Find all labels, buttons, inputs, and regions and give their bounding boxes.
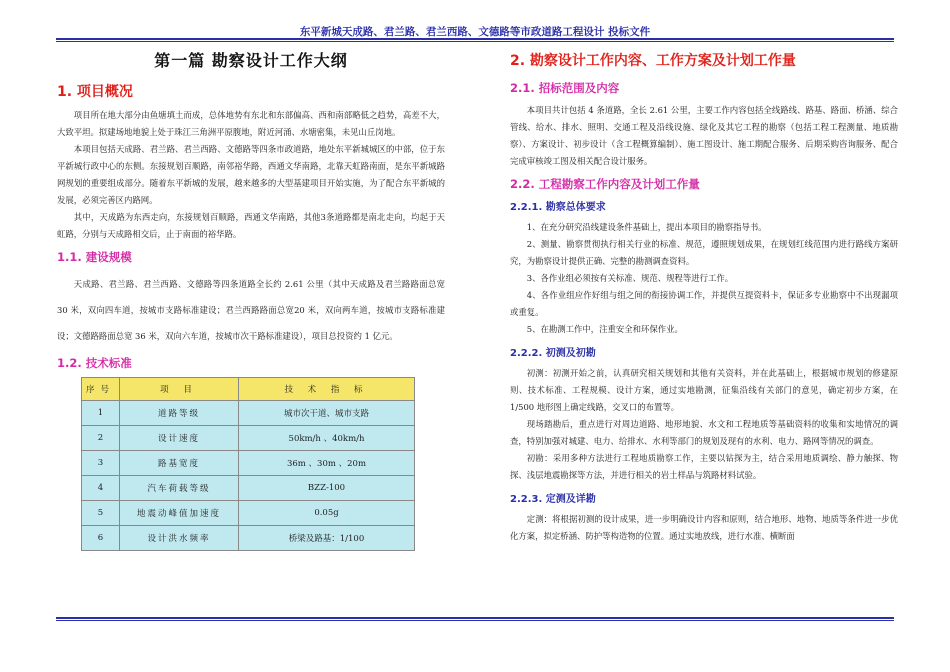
sec222-para-1: 初测：初测开始之前，认真研究相关规划和其他有关资料，并在此基础上，根据城市规划的修建原则、技术标准、工程规模、设计方案，通过实地勘测，征集沿线有关部门的意见，确定初步方案，在 1/500 地形图上确定线路，交叉口的布置等。 bbox=[510, 368, 898, 412]
sec221-para-4: 4、各作业组应作好组与组之间的衔接协调工作，并提供互提资料卡，保证多专业勘察中不出现漏项或重复。 bbox=[510, 290, 898, 317]
sec222-para-3: 初勘：采用多种方法进行工程地质勘察工作，主要以钻探为主，结合采用地质调绘、静力触探、物探、浅层地震勘探等方法，并进行相关的岩土样品与筑路材料试验。 bbox=[510, 453, 898, 480]
sec223-para: 定测：将根据初测的设计成果，进一步明确设计内容和原则，结合地形、地物、地质等条件进一步优化方案，拟定桥涵、防护等构造物的位置。通过实地放线，进行水准、横断面 bbox=[510, 514, 898, 541]
table-header-row bbox=[82, 378, 415, 401]
header-cell: 技 术 指 标 bbox=[239, 378, 415, 401]
footer-rule-thin bbox=[56, 620, 894, 621]
table-cell: 设计速度 bbox=[120, 426, 239, 451]
section-2-2-2-title: 2.2.2. 初测及初勘 bbox=[510, 348, 596, 359]
table-cell: 0.05g bbox=[239, 501, 415, 526]
table-cell: 路基宽度 bbox=[120, 451, 239, 476]
table-row bbox=[82, 451, 415, 476]
section-2-title: 2. 勘察设计工作内容、工作方案及计划工作量 bbox=[510, 53, 796, 69]
sec221-para-5: 5、在勘测工作中，注重安全和环保作业。 bbox=[526, 324, 683, 334]
table-cell: 城市次干道、城市支路 bbox=[239, 401, 415, 426]
sec1-para-1: 项目所在地大部分由鱼塘填土而成，总体地势有东北和东部偏高、西和南部略低之趋势，高差不大，大致平坦。拟建场地地貌上处于珠江三角洲平原腹地，附近河涌、水塘密集，未见山丘岗地。 bbox=[57, 110, 445, 137]
table-cell: 汽车荷载等级 bbox=[120, 476, 239, 501]
table-row bbox=[82, 426, 415, 451]
sec21-para: 本项目共计包括 4 条道路，全长 2.61 公里，主要工作内容包括全线路线、路基、路面、桥涵、综合管线、给水、排水、照明、交通工程及沿线设施、绿化及其它工程的勘察（包括工程工程测量、地质勘察）、方案设计、初步设计（含工程概算编制）、施工图设计、施工期配合服务、后期采购咨询服务、配合完成审核竣工图及相关配合设计服务。 bbox=[510, 105, 898, 166]
table-row bbox=[82, 476, 415, 501]
table-cell: 6 bbox=[82, 526, 120, 551]
table-row bbox=[82, 526, 415, 551]
section-2-2-title: 2.2. 工程勘察工作内容及计划工作量 bbox=[510, 177, 700, 191]
section-1-2-title: 1.2. 技术标准 bbox=[57, 356, 132, 370]
table-cell: 1 bbox=[82, 401, 120, 426]
sec221-para-2: 2、测量、勘察贯彻执行相关行业的标准、规范，遵照规划成果，在规划红线范围内进行路线方案研究，为勘察设计提供正确、完整的勘测调查资料。 bbox=[510, 239, 898, 266]
section-1-1-title: 1.1. 建设规模 bbox=[57, 250, 132, 264]
table-cell: 5 bbox=[82, 501, 120, 526]
header-cell: 序号 bbox=[82, 378, 120, 401]
sec222-para-2: 现场踏勘后，重点进行对周边道路、地形地貌、水文和工程地质等基础资料的收集和实地情况的调查，特别加强对城建、电力、给排水、水利等部门的规划及现有的水利、电力、路网等情况的调查。 bbox=[510, 419, 898, 446]
sec1-para-2: 本项目包括天成路、君兰路、君兰西路、文德路等四条市政道路，地处东平新城城区的中部，位于东平新城行政中心的东侧。东接规划百顺路，南邻裕华路，西通文华南路，北靠天虹路南面，是东平新城路网规划的重要组成部分。随着东平新城的发展，越来越多的大型基建项目开始实施，为了配合东平新城的发展，必须完善区内路网。 bbox=[57, 144, 445, 205]
table-cell: 3 bbox=[82, 451, 120, 476]
part-title: 第一篇 勘察设计工作大纲 bbox=[154, 51, 348, 70]
footer-rule bbox=[56, 617, 894, 619]
table-cell: 4 bbox=[82, 476, 120, 501]
header-cell: 项 目 bbox=[120, 378, 239, 401]
table-cell: 设计洪水频率 bbox=[120, 526, 239, 551]
table-cell: 道路等级 bbox=[120, 401, 239, 426]
section-2-2-3-title: 2.2.3. 定测及详勘 bbox=[510, 494, 596, 505]
table-row bbox=[82, 401, 415, 426]
header-rule-thin bbox=[56, 41, 894, 42]
table-cell: 2 bbox=[82, 426, 120, 451]
section-2-2-1-title: 2.2.1. 勘察总体要求 bbox=[510, 202, 606, 213]
header-title: 东平新城天成路、君兰路、君兰西路、文德路等市政道路工程设计 投标文件 bbox=[299, 26, 651, 38]
left-column bbox=[57, 44, 445, 551]
section-2-1-title: 2.1. 招标范围及内容 bbox=[510, 81, 620, 95]
sec11-para: 天成路、君兰路、君兰西路、文德路等四条道路全长约 2.61 公里（其中天成路及君兰路路面总宽 30 米，双向四车道，按城市支路标准建设；君兰西路路面总宽20 米，双向两车道，按城市支路标准建设；文德路路面总宽 36 米，双向六车道，按城市次干路标准建设），项目总投资约 1 亿元。 bbox=[57, 279, 445, 341]
right-column bbox=[510, 44, 898, 545]
sec221-para-3: 3、各作业组必须按有关标准、规范、规程等进行工作。 bbox=[526, 273, 734, 283]
table-row bbox=[82, 501, 415, 526]
table-cell: 地震动峰值加速度 bbox=[120, 501, 239, 526]
table-cell: BZZ-100 bbox=[239, 476, 415, 501]
sec1-para-3: 其中，天成路为东西走向，东接规划百顺路，西通文华南路，其他3条道路都是南北走向，均起于天虹路，分别与天成路相交后，止于南面的裕华路。 bbox=[57, 212, 445, 239]
header-rule bbox=[56, 38, 894, 40]
sec221-para-1: 1、在充分研究沿线建设条件基础上，提出本项目的勘察指导书。 bbox=[526, 222, 767, 232]
table-cell: 50km/h 、40km/h bbox=[239, 426, 415, 451]
tech-standard-table bbox=[81, 377, 415, 551]
section-1-title: 1. 项目概况 bbox=[57, 84, 133, 100]
table-cell: 36m 、30m 、20m bbox=[239, 451, 415, 476]
table-cell: 桥梁及路基：1/100 bbox=[239, 526, 415, 551]
